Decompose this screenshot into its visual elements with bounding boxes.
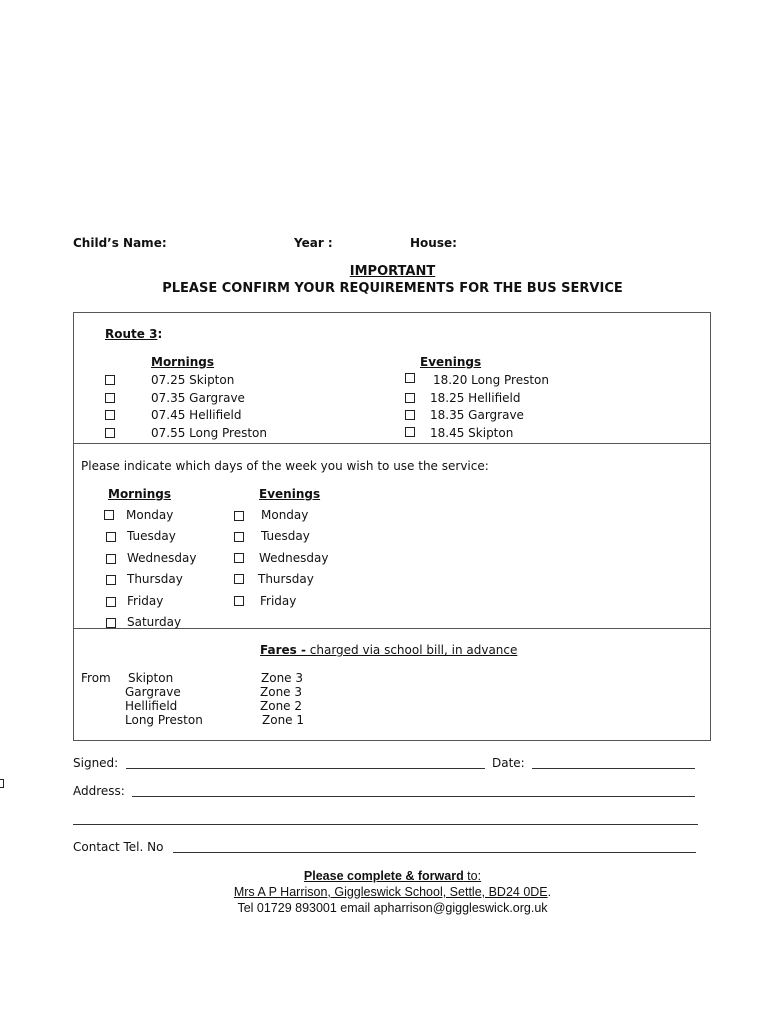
route-morning-checkbox-1[interactable] [105, 375, 115, 385]
route-morning-checkbox-4[interactable] [105, 428, 115, 438]
evening-day-checkbox-tuesday[interactable] [234, 532, 244, 542]
signed-label: Signed: [73, 756, 119, 770]
route-label: Route 3: [105, 327, 163, 341]
days-mornings-heading: Mornings [108, 487, 172, 501]
route-morning-time-4: 07.55 Long Preston [151, 426, 268, 440]
route-morning-time-3: 07.45 Hellifield [151, 408, 242, 422]
morning-day-thursday: Thursday [127, 572, 183, 586]
fares-zone-3: Zone 2 [260, 699, 302, 713]
route-evening-checkbox-4[interactable] [405, 427, 415, 437]
route-evening-time-3: 18.35 Gargrave [430, 408, 524, 422]
footer-complete-line: Please complete & forward to: [303, 869, 482, 883]
section-divider-1 [73, 443, 711, 444]
route-evening-time-1: 18.20 Long Preston [433, 373, 550, 387]
fares-heading: Fares - charged via school bill, in advance [260, 643, 518, 657]
route-evening-checkbox-2[interactable] [405, 393, 415, 403]
morning-day-saturday: Saturday [127, 615, 182, 629]
evening-day-checkbox-thursday[interactable] [234, 574, 244, 584]
morning-day-tuesday: Tuesday [127, 529, 176, 543]
route-morning-checkbox-3[interactable] [105, 410, 115, 420]
important-heading: IMPORTANT [349, 264, 436, 279]
stray-checkbox[interactable] [0, 779, 4, 788]
route-morning-time-2: 07.35 Gargrave [151, 391, 245, 405]
route-evening-time-2: 18.25 Hellifield [430, 391, 521, 405]
days-prompt: Please indicate which days of the week you wish to use the service: [81, 459, 489, 473]
contact-field[interactable] [173, 852, 696, 853]
morning-day-checkbox-tuesday[interactable] [106, 532, 116, 542]
childs-name-label: Child’s Name: [73, 236, 167, 250]
date-field[interactable] [532, 768, 695, 769]
evening-day-thursday: Thursday [258, 572, 314, 586]
evening-day-tuesday: Tuesday [261, 529, 310, 543]
contact-label: Contact Tel. No [73, 840, 164, 854]
date-label: Date: [492, 756, 525, 770]
footer-address-line: Mrs A P Harrison, Giggleswick School, Settle, BD24 0DE. [233, 885, 552, 899]
evening-day-checkbox-friday[interactable] [234, 596, 244, 606]
fares-zone-1: Zone 3 [261, 671, 303, 685]
house-label: House: [410, 236, 457, 250]
evening-day-wednesday: Wednesday [259, 551, 329, 565]
route-evening-checkbox-1[interactable] [405, 373, 415, 383]
morning-day-checkbox-thursday[interactable] [106, 575, 116, 585]
fares-place-4: Long Preston [125, 713, 203, 727]
route-evening-time-4: 18.45 Skipton [430, 426, 514, 440]
evening-day-checkbox-wednesday[interactable] [234, 553, 244, 563]
morning-day-checkbox-saturday[interactable] [106, 618, 116, 628]
fares-zone-4: Zone 1 [262, 713, 304, 727]
morning-day-monday: Monday [126, 508, 174, 522]
page-title: PLEASE CONFIRM YOUR REQUIREMENTS FOR THE BUS SERVICE [162, 281, 623, 296]
route-mornings-heading: Mornings [151, 355, 215, 369]
route-evening-checkbox-3[interactable] [405, 410, 415, 420]
route-evenings-heading: Evenings [420, 355, 482, 369]
evening-day-friday: Friday [260, 594, 297, 608]
fares-place-3: Hellifield [125, 699, 178, 713]
evening-day-checkbox-monday[interactable] [234, 511, 244, 521]
morning-day-wednesday: Wednesday [127, 551, 197, 565]
morning-day-checkbox-friday[interactable] [106, 597, 116, 607]
fares-place-1: Skipton [128, 671, 174, 685]
evening-day-monday: Monday [261, 508, 309, 522]
route-morning-time-1: 07.25 Skipton [151, 373, 235, 387]
route-morning-checkbox-2[interactable] [105, 393, 115, 403]
fares-zone-2: Zone 3 [260, 685, 302, 699]
year-label: Year : [294, 236, 333, 250]
address-field-1[interactable] [132, 796, 695, 797]
address-label: Address: [73, 784, 125, 798]
fares-place-2: Gargrave [125, 685, 181, 699]
address-field-2[interactable] [73, 824, 698, 825]
days-evenings-heading: Evenings [259, 487, 321, 501]
footer-contact-line: Tel 01729 893001 email apharrison@giggleswick.org.uk [237, 901, 548, 915]
morning-day-checkbox-monday[interactable] [104, 510, 114, 520]
morning-day-friday: Friday [127, 594, 164, 608]
signed-field[interactable] [126, 768, 485, 769]
fares-from-label: From [81, 671, 111, 685]
morning-day-checkbox-wednesday[interactable] [106, 554, 116, 564]
